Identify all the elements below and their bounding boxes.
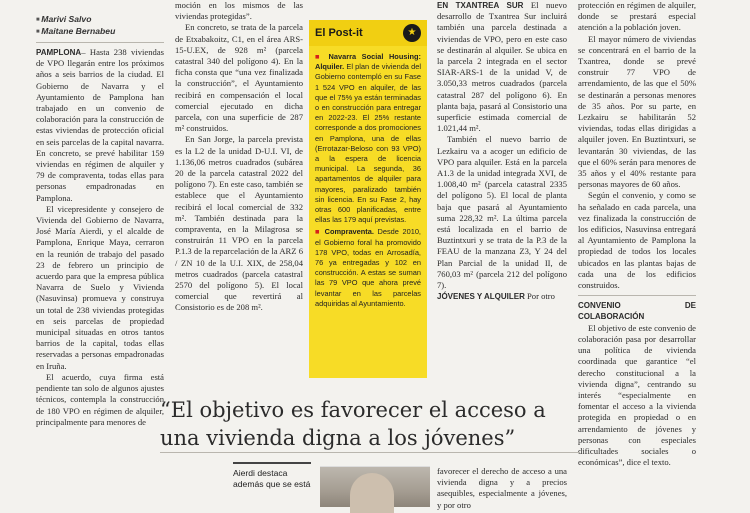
divider: [160, 452, 580, 453]
postit-title: El Post-it: [315, 27, 363, 39]
bullet-icon: ■: [315, 227, 325, 237]
paragraph: También el nuevo barrio de Lezkairu va a acoger un edificio de VPO para alquiler. Está en la parcela A1.3 de la unidad integrada XVI, de 1.008,40 m² (parcela catastral 2335 del polígono 5). El local de planta baja que pasará al Ayuntamiento suma 228,32 m². La última parcela está localizada en el barrio de Buztintxuri y se trata de la P.3 de la FEAU de la manzana Z3, Y 24 del Plan Parcial de la unidad II, de 760,03 m² (parcela 212 del polígono 7).: [437, 134, 567, 291]
paragraph: El mayor número de viviendas se concentrará en el barrio de la Txantrea, donde se prevé construir 77 VPO de arrendamiento, de las que el 50% se destinarán a personas menores de 35 años. Por su parte, en Lezkairu se habilitarán 52 viviendas, todas ellas dirigidas a alquiler joven. En Buztintxuri, se levantarán 30 viviendas, de las que el 60% serán para menores de 35 años y el 40% restante para personas mayores de 60 años.: [578, 33, 696, 190]
postit-box: [309, 20, 427, 378]
postit-item-alquiler: ■ Navarra Social Housing: Alquiler. El plan de vivienda del Gobierno contempló en su Fase 1 524 VPO en alquiler, de las que el 75% ya están terminadas o en construcción para entregar en 2022-23. El 25% restante corresponde a dos promociones en Pamplona, una de ellas (Errotazar-Beloso con 93 VPO) a la espera de licencia municipal. La segunda, 36 apartamentos de alquiler para mayores, paralizado también sin licencia. En su Fase 2, hay otras 600 planificadas, entre ellas las 179 aquí previstas.: [315, 52, 421, 225]
article-column-5: [578, 0, 696, 500]
photo-person: [350, 473, 394, 513]
article-column-4: [437, 0, 567, 378]
author-1: ■ Marivi Salvo: [36, 14, 164, 26]
paragraph: favorecer el derecho de acceso a una vivienda digna y a precios asequibles, especialmente a jóvenes, y por otro: [437, 466, 567, 510]
paragraph: Según el convenio, y como se ha señalado en cada parcela, una vez finalizada la construcción de los edificios, Nasuvinsa entregará al Ayuntamiento de Pamplona la propiedad de todos los locales ubicados en las plantas bajas de cada una de los edificios construidos.: [578, 190, 696, 291]
article-column-1: [36, 14, 164, 427]
caption-rule: [233, 462, 311, 464]
paragraph: EN TXANTREA SUR El nuevo desarrollo de Txantrea Sur incluirá también una parcela destinada a viviendas de VPO, pero en este caso se destinarán al alquiler. Se ubica en la parcela 2 integrada en el sector SIAR-ARS-1 de la unidad V, de 3.050,33 metros cuadrados (parcela catastral 287 del polígono 6). En planta baja, pasará al Consistorio una superficie estimada comercial de 1.021,44 m².: [437, 0, 567, 134]
paragraph: PAMPLONA– Hasta 238 viviendas de VPO llegarán entre los próximos años a seis barrios de la ciudad. El Gobierno de Navarra y el Ayuntamiento de Pamplona han trabajado en un convenio de colaboración para la construcción de estas viviendas de protección oficial en seis parcelas de la capital navarra. En concreto, se prevé habilitar 159 viviendas en régimen de alquiler y 79 de compraventa, todas ellas para personas empadronadas en Pamplona.: [36, 47, 164, 203]
paragraph: JÓVENES Y ALQUILER Por otro: [437, 291, 555, 302]
postit-logo-icon: ★: [403, 24, 421, 42]
article-column-4-bottom: [437, 466, 567, 510]
caption-text: Aierdi destaca además que se está: [233, 468, 311, 489]
dateline: PAMPLONA: [36, 48, 82, 57]
pull-quote: “El objetivo es favorecer el acceso a una vivienda digna a los jóvenes”: [160, 398, 546, 450]
paragraph: En San Jorge, la parcela prevista es la L2 de la unidad D-U.I. VI, de 1.136,06 metros cuadrados (subárea 20 de la parcela catastral 2022 del polígono 7). En este caso, también se establece que el Ayuntamiento recibirá el local comercial de 332 m². También destinada para la compraventa, en la Milagrosa se construirán 11 VPO en la parcela P.1.3 de la reparcelación de la ARZ 6 / ZN 10 de la U.I. XIX, de 258,04 metros cuadrados (parcela catastral 2570 del polígono 5). El local comercial que revertirá al Consistorio es de 208 m².: [175, 134, 303, 313]
paragraph: El acuerdo, cuya firma está pendiente tan solo de algunos ajustes técnicos, contempla la construcción de 180 VPO en régimen de alquiler, principalmente para menores de: [36, 371, 164, 427]
article-column-2: [175, 0, 303, 378]
section-lead: EN TXANTREA SUR: [437, 1, 524, 10]
section-lead: JÓVENES Y ALQUILER: [437, 292, 525, 302]
paragraph: El objetivo de este convenio de colaboración pasa por desarrollar una política de vivienda coordinada que garantice “el derecho constitucional a la vivienda digna”, centrando su interés “especialmente en fomentar el acceso a la vivienda protegida en propiedad o en arrendamiento de jóvenes y personas con especiales dificultades sociales o económicas”, dice el texto.: [578, 322, 696, 468]
postit-body: [309, 46, 427, 309]
divider: [36, 42, 164, 43]
postit-item-compraventa: ■ Compraventa. Desde 2010, el Gobierno foral ha promovido 178 VPO, todas en Arrosadía, 76 ya entregadas y 102 en construcción. A estas se suman las 79 VPO que ahora prevé levantar en las parcelas adquiridas al Ayuntamiento.: [315, 227, 421, 308]
postit-header: [309, 20, 427, 46]
paragraph: moción en los mismos de las viviendas protegidas”.: [175, 0, 303, 22]
bullet-icon: ■: [315, 52, 329, 61]
photo: [320, 466, 430, 507]
paragraph: En concreto, se trata de la parcela de Etxabakoitz, C1, en el área ARS-15-U.EX, de 928 m² (parcela catastral 340 del polígono 4). En la ficha consta que “una vez finalizada la construcción”, el Ayuntamiento recibirá en compensación el local comercial ejecutado en dicha parcela, con una superficie de 287 m² construidos.: [175, 22, 303, 134]
divider: [578, 295, 696, 296]
paragraph: El vicepresidente y consejero de Vivienda del Gobierno de Navarra, José María Aierdi, y el alcalde de Pamplona, Enrique Maya, cerraron en la reunión de trabajo del pasado 23 de febrero un principio de acuerdo para que la empresa pública Navarra de Suelo y Vivienda (Nasuvinsa) promueva y construya un total de 238 viviendas protegidas en seis parcelas de propiedad municipal situadas en otros tantos barrios de la capital, todas ellas reservadas a personas empadronadas en Iruña.: [36, 203, 164, 371]
author-2: ■ Maitane Bernabeu: [36, 26, 164, 38]
paragraph: protección en régimen de alquiler, donde se prestará especial atención a la población joven.: [578, 0, 696, 33]
section-heading: CONVENIO DE COLABORACIÓN: [578, 301, 696, 322]
